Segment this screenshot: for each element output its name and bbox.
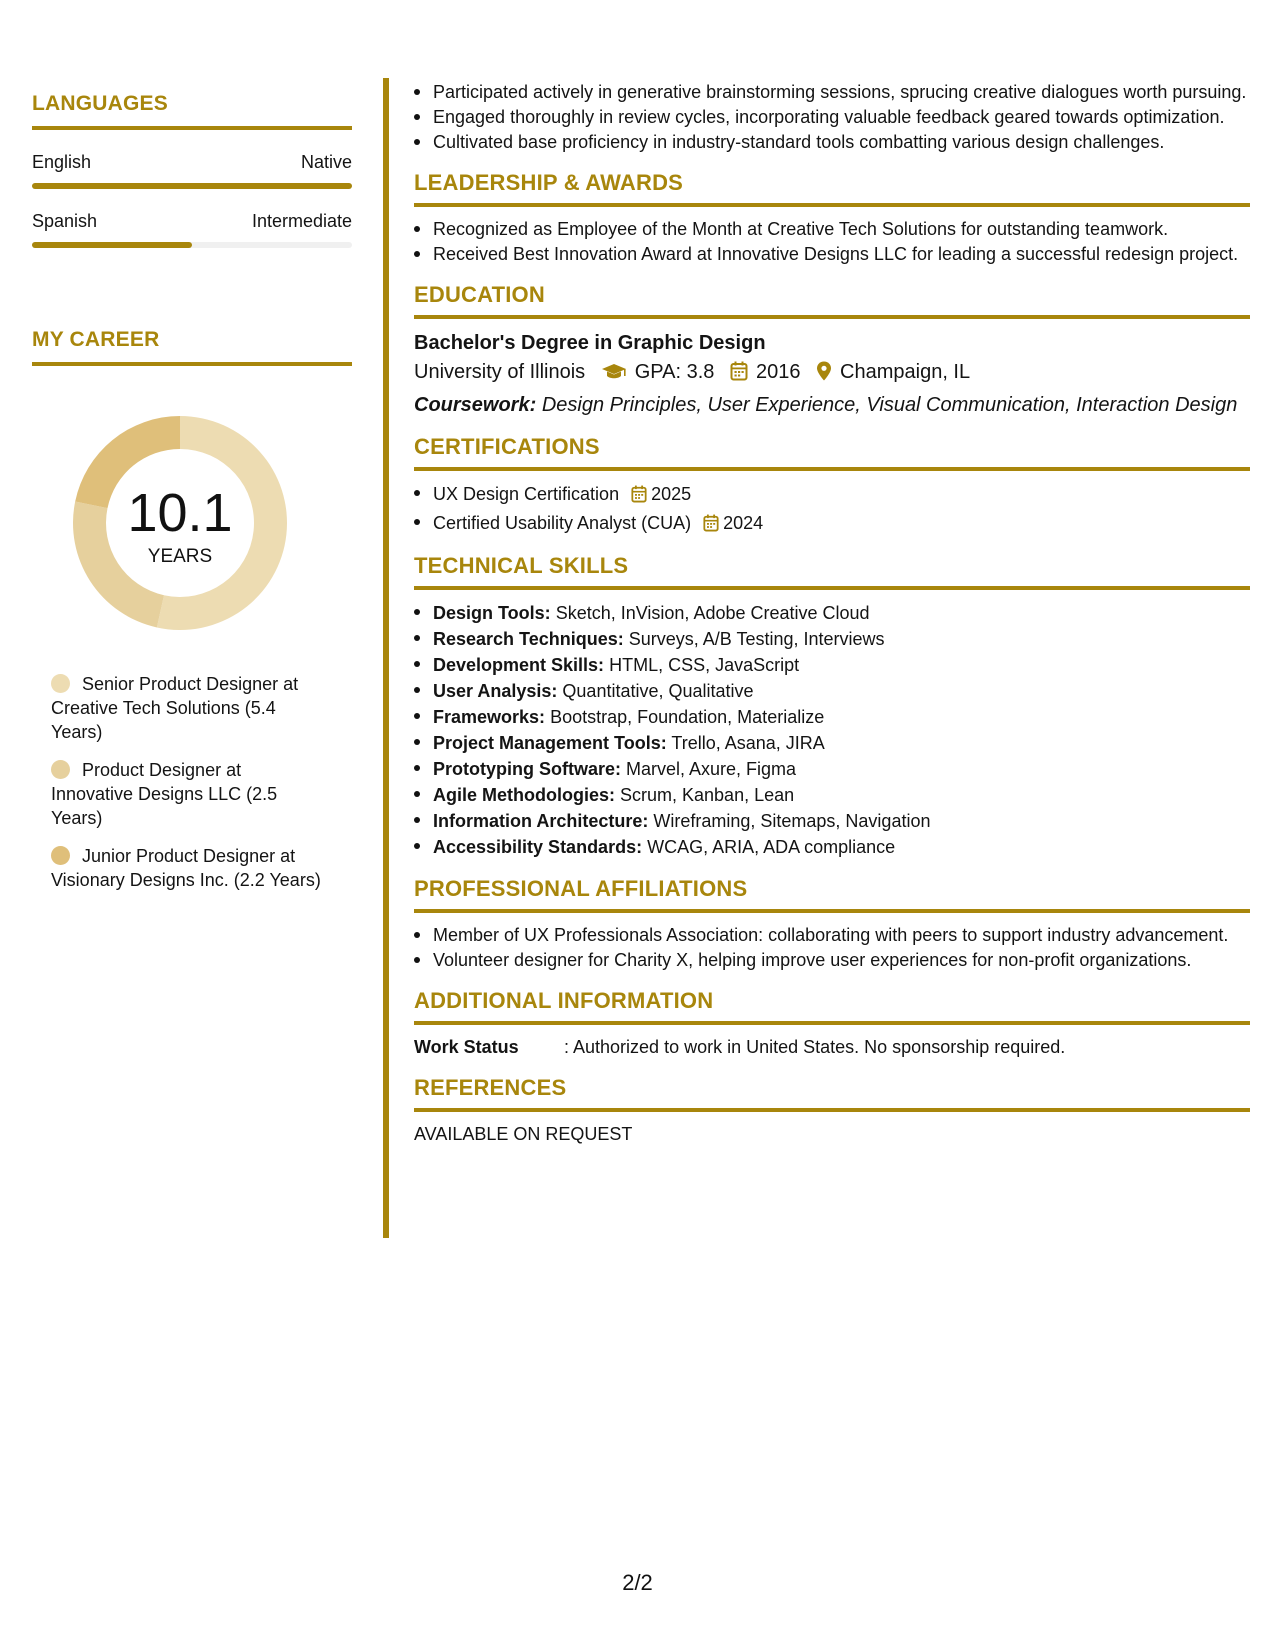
left-column: [32, 92, 352, 906]
section-rule: [414, 909, 1250, 913]
languages-section: [32, 92, 352, 248]
language-item: [32, 152, 352, 189]
skill-item: [414, 808, 1250, 834]
graduation-year: 2016: [755, 361, 801, 383]
donut-center: [67, 410, 293, 636]
coursework: [414, 390, 1250, 420]
coursework-label: Coursework:: [414, 394, 537, 416]
skill-value: WCAG, ARIA, ADA compliance: [647, 837, 896, 857]
skill-value: Surveys, A/B Testing, Interviews: [628, 629, 885, 649]
list-item: Recognized as Employee of the Month at Creative Tech Solutions for outstanding teamwork.: [414, 217, 1250, 241]
skill-value: Wireframing, Sitemaps, Navigation: [653, 811, 931, 831]
list-item: Received Best Innovation Award at Innovative Designs LLC for leading a successful redesign project.: [414, 242, 1250, 266]
skill-item: [414, 782, 1250, 808]
skill-label: Information Architecture:: [433, 811, 649, 831]
skill-label: Development Skills:: [433, 655, 605, 675]
work-status-row: [414, 1035, 1250, 1059]
references-section: [414, 1075, 1250, 1146]
skill-value: HTML, CSS, JavaScript: [609, 655, 800, 675]
list-item: Participated actively in generative brainstorming sessions, sprucing creative dialogues worth pursuing.: [414, 80, 1250, 104]
certification-year: 2025: [651, 484, 692, 504]
column-divider: [383, 78, 389, 1238]
career-years-unit: YEARS: [147, 546, 213, 567]
affiliations-heading: PROFESSIONAL AFFILIATIONS: [414, 876, 748, 901]
legend-dot: [51, 760, 70, 779]
work-status-value: : Authorized to work in United States. No sponsorship required.: [564, 1037, 1066, 1057]
legend-item: [51, 844, 321, 892]
leadership-section: [414, 170, 1250, 266]
skill-label: Agile Methodologies:: [433, 785, 615, 805]
skill-item: [414, 626, 1250, 652]
education-details: [414, 357, 1250, 390]
certifications-heading: CERTIFICATIONS: [414, 434, 600, 459]
skill-label: Design Tools:: [433, 603, 551, 623]
school-location: Champaign, IL: [840, 361, 971, 383]
legend-dot: [51, 846, 70, 865]
legend-label: Senior Product Designer at Creative Tech Solutions (5.4 Years): [51, 674, 299, 742]
skill-value: Quantitative, Qualitative: [562, 681, 754, 701]
skill-item: [414, 600, 1250, 626]
skill-label: Prototyping Software:: [433, 759, 621, 779]
affiliations-section: [414, 876, 1250, 972]
legend-label: Junior Product Designer at Visionary Designs Inc. (2.2 Years): [51, 846, 321, 890]
additional-info-heading: ADDITIONAL INFORMATION: [414, 988, 714, 1013]
skill-item: [414, 730, 1250, 756]
skill-label: Project Management Tools:: [433, 733, 667, 753]
language-level: Native: [300, 152, 352, 172]
technical-skills-heading: TECHNICAL SKILLS: [414, 553, 629, 578]
calendar-icon: [703, 513, 719, 539]
legend-item: [51, 758, 321, 830]
list-item: Engaged thoroughly in review cycles, incorporating valuable feedback geared towards optimization.: [414, 105, 1250, 129]
languages-heading: LANGUAGES: [32, 92, 168, 115]
right-column: [414, 80, 1250, 1146]
section-rule: [414, 467, 1250, 471]
language-level-fill: [32, 242, 192, 248]
languages-rule: [32, 126, 352, 130]
leadership-heading: LEADERSHIP & AWARDS: [414, 170, 684, 195]
graduation-cap-icon: [601, 360, 627, 390]
list-item: Member of UX Professionals Association: collaborating with peers to support industry advancement.: [414, 923, 1250, 947]
section-rule: [414, 1108, 1250, 1112]
legend-item: [51, 672, 321, 744]
certification-name: UX Design Certification: [433, 484, 620, 504]
skill-value: Marvel, Axure, Figma: [626, 759, 797, 779]
list-item: [414, 481, 1250, 510]
coursework-list: Design Principles, User Experience, Visual Communication, Interaction Design: [541, 394, 1238, 416]
education-heading: EDUCATION: [414, 282, 545, 307]
references-heading: REFERENCES: [414, 1075, 567, 1100]
list-item: Cultivated base proficiency in industry-standard tools combatting various design challenges.: [414, 130, 1250, 154]
skill-item: [414, 652, 1250, 678]
language-level-bar: [32, 242, 352, 248]
list-item: Volunteer designer for Charity X, helping improve user experiences for non-profit organizations.: [414, 948, 1250, 972]
skill-item: [414, 704, 1250, 730]
skill-value: Bootstrap, Foundation, Materialize: [550, 707, 825, 727]
certifications-section: [414, 434, 1250, 539]
references-text: AVAILABLE ON REQUEST: [414, 1124, 633, 1144]
work-status-label: Work Status: [414, 1037, 519, 1057]
list-item: [414, 510, 1250, 539]
section-rule: [414, 1021, 1250, 1025]
education-section: [414, 282, 1250, 420]
page-number: 2/2: [622, 1570, 653, 1595]
career-donut-chart: [67, 410, 293, 636]
experience-bullets: [414, 80, 1250, 154]
calendar-icon: [631, 484, 647, 510]
skill-item: [414, 678, 1250, 704]
skill-label: User Analysis:: [433, 681, 558, 701]
language-level: Intermediate: [251, 211, 352, 231]
language-name: Spanish: [32, 211, 98, 231]
skill-value: Scrum, Kanban, Lean: [620, 785, 795, 805]
language-name: English: [32, 152, 92, 172]
certification-year: 2024: [723, 513, 764, 533]
skill-label: Frameworks:: [433, 707, 546, 727]
legend-dot: [51, 674, 70, 693]
section-rule: [414, 586, 1250, 590]
career-rule: [32, 362, 352, 366]
gpa: GPA: 3.8: [634, 361, 715, 383]
career-heading: MY CAREER: [32, 328, 160, 351]
skill-label: Accessibility Standards:: [433, 837, 643, 857]
section-rule: [414, 315, 1250, 319]
career-section: [32, 328, 352, 892]
legend-label: Product Designer at Innovative Designs LLC (2.5 Years): [51, 760, 278, 828]
map-pin-icon: [816, 360, 832, 390]
career-total-years: 10.1: [127, 483, 233, 543]
calendar-icon: [730, 360, 748, 390]
language-level-fill: [32, 183, 352, 189]
language-level-bar: [32, 183, 352, 189]
degree-title: Bachelor's Degree in Graphic Design: [414, 332, 766, 354]
additional-info-section: [414, 988, 1250, 1059]
skill-item: [414, 756, 1250, 782]
technical-skills-section: [414, 553, 1250, 860]
language-item: [32, 211, 352, 248]
skill-item: [414, 834, 1250, 860]
certification-name: Certified Usability Analyst (CUA): [433, 513, 692, 533]
skill-value: Trello, Asana, JIRA: [671, 733, 825, 753]
school-name: University of Illinois: [414, 361, 586, 383]
skill-label: Research Techniques:: [433, 629, 624, 649]
skill-value: Sketch, InVision, Adobe Creative Cloud: [555, 603, 870, 623]
career-legend: [51, 672, 321, 892]
section-rule: [414, 203, 1250, 207]
